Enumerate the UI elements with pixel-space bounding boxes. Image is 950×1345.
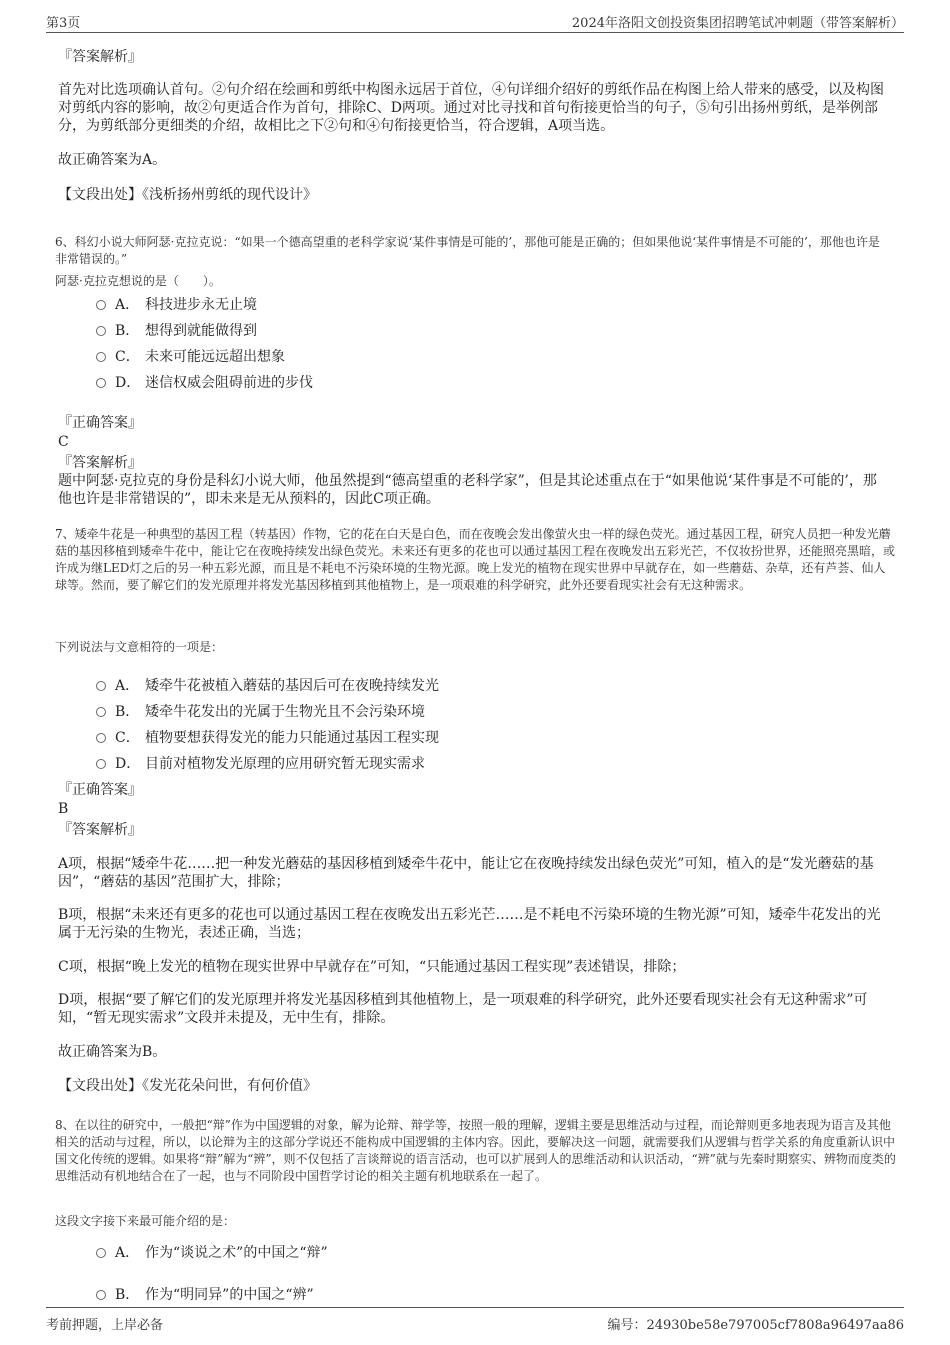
page-number: 第3页	[46, 16, 81, 31]
footer-slogan: 考前押题，上岸必备	[46, 1318, 164, 1333]
answer-analysis-heading: 『答案解析』	[58, 455, 142, 471]
correct-answer: C	[58, 434, 69, 450]
option-a[interactable]: A． 矮牵牛花被植入蘑菇的基因后可在夜晚持续发光	[96, 675, 439, 695]
radio-icon[interactable]	[96, 733, 106, 743]
radio-icon[interactable]	[96, 707, 106, 717]
answer-analysis-text: 首先对比选项确认首句。②句介绍在绘画和剪纸中构图永远居于首位，④句详细介绍好的剪纸作品在构图上给人带来的感受，以及构图对剪纸内容的影响，故②句更适合作为首句，排除C、D两项。通过对比寻找和首句衔接更恰当的句子，⑤句引出扬州剪纸，是举例部分，为剪纸部分更细类的介绍，故相比之下②句和④句衔接更恰当，符合逻辑，A项当选。	[58, 82, 884, 134]
option-a[interactable]: A． 作为“谈说之术”的中国之“辩”	[96, 1242, 328, 1262]
correct-answer: B	[58, 801, 69, 817]
answer-analysis-heading: 『答案解析』	[58, 49, 142, 65]
correct-answer-heading: 『正确答案』	[58, 415, 142, 431]
analysis-option-a: A项，根据“矮牵牛花……把一种发光蘑菇的基因移植到矮牵牛花中，能让它在夜晚持续发出绿色荧光”可知，植入的是“发光蘑菇的基因”，“蘑菇的基因”范围扩大，排除；	[58, 856, 874, 890]
radio-icon[interactable]	[96, 1290, 106, 1300]
option-d[interactable]: D． 目前对植物发光原理的应用研究暂无现实需求	[96, 753, 425, 773]
question-stem: 6、科幻小说大师阿瑟·克拉克说：“如果一个德高望重的老科学家说‘某件事情是可能的’，那他可能是正确的；但如果他说‘某件事情是不可能的’，那他也许是非常错误的。”	[55, 235, 880, 266]
radio-icon[interactable]	[96, 300, 106, 310]
analysis-option-d: D项，根据“要了解它们的发光原理并将发光基因移植到其他植物上，是一项艰难的科学研究，此外还要看现实社会有无这种需求”可知，“暂无现实需求”文段并未提及，无中生有，排除。	[58, 992, 868, 1026]
answer-analysis-text: 题中阿瑟·克拉克的身份是科幻小说大师，他虽然提到“德高望重的老科学家”，但是其论述重点在于“如果他说‘某件事是不可能的’，那他也许是非常错误的”，即未来是无从预料的，因此C项正确。	[58, 473, 877, 507]
page-footer	[46, 1307, 904, 1333]
question-prompt: 这段文字接下来最可能介绍的是：	[55, 1214, 236, 1228]
radio-icon[interactable]	[96, 1248, 106, 1258]
correct-answer-heading: 『正确答案』	[58, 782, 142, 798]
option-b[interactable]: B． 作为“明同异”的中国之“辨”	[96, 1284, 314, 1304]
radio-icon[interactable]	[96, 378, 106, 388]
question-stem: 7、矮牵牛花是一种典型的基因工程（转基因）作物，它的花在白天是白色，而在夜晚会发出像萤火虫一样的绿色荧光。通过基因工程，研究人员把一种发光蘑菇的基因移植到矮牵牛花中，能让它在夜晚持续发出绿色荧光。未来还有更多的花也可以通过基因工程在夜晚发出五彩光芒，不仅妆扮世界，还能照亮黑暗，或许成为继LED灯之后的另一种五彩光源，而且是不耗电不污染环境的生物光源。晚上发光的植物在现实世界中早就存在，如一些蘑菇、杂草，还有芦荟、仙人球等。然而，要了解它们的发光原理并将发光基因移植到其他植物上，是一项艰难的科学研究，此外还要看现实社会有无这种需求。	[55, 527, 896, 592]
option-c[interactable]: C． 未来可能远远超出想象	[96, 346, 285, 366]
answer-conclusion: 故正确答案为B。	[58, 1044, 167, 1060]
question-prompt: 下列说法与文意相符的一项是：	[55, 640, 224, 654]
document-id: 编号：24930be58e797005cf7808a96497aa86	[607, 1318, 904, 1333]
question-prompt: 阿瑟·克拉克想说的是（ ）。	[55, 274, 221, 288]
answer-analysis-heading: 『答案解析』	[58, 822, 142, 838]
question-stem: 8、在以往的研究中，一般把“辩”作为中国逻辑的对象，解为论辩、辩学等，按照一般的理解，逻辑主要是思维活动与过程，而论辩则更多地表现为语言及其他相关的活动与过程，所以，以论辩为主的这部分学说还不能构成中国逻辑的主体内容。因此，要解决这一问题，就需要我们从逻辑与哲学关系的角度重新认识中国文化传统的逻辑。如果将“辩”解为“辨”，则不仅包括了言谈辩说的语言活动，也可以扩展到人的思维活动和认识活动，“辨”就与先秦时期察实、辨物而度类的思维活动有机地结合在了一起，也与不同阶段中国哲学讨论的相关主题有机地联系在一起了。	[55, 1118, 896, 1183]
analysis-option-c: C项，根据“晚上发光的植物在现实世界中早就存在”可知，“只能通过基因工程实现”表述错误，排除；	[58, 959, 686, 975]
passage-source: 【文段出处】《发光花朵问世，有何价值》	[58, 1078, 317, 1094]
radio-icon[interactable]	[96, 352, 106, 362]
option-b[interactable]: B． 矮牵牛花发出的光属于生物光且不会污染环境	[96, 701, 425, 721]
answer-conclusion: 故正确答案为A。	[58, 152, 167, 168]
option-c[interactable]: C． 植物要想获得发光的能力只能通过基因工程实现	[96, 727, 439, 747]
radio-icon[interactable]	[96, 326, 106, 336]
passage-source: 【文段出处】《浅析扬州剪纸的现代设计》	[58, 187, 317, 203]
document-title: 2024年洛阳文创投资集团招聘笔试冲刺题（带答案解析）	[571, 16, 904, 31]
option-b[interactable]: B． 想得到就能做得到	[96, 320, 257, 340]
page-header	[46, 10, 904, 33]
option-d[interactable]: D． 迷信权威会阻碍前进的步伐	[96, 372, 313, 392]
option-a[interactable]: A． 科技进步永无止境	[96, 294, 257, 314]
radio-icon[interactable]	[96, 681, 106, 691]
radio-icon[interactable]	[96, 759, 106, 769]
analysis-option-b: B项，根据“未来还有更多的花也可以通过基因工程在夜晚发出五彩光芒……是不耗电不污染环境的生物光源”可知，矮牵牛花发出的光属于无污染的生物光，表述正确，当选；	[58, 907, 881, 941]
